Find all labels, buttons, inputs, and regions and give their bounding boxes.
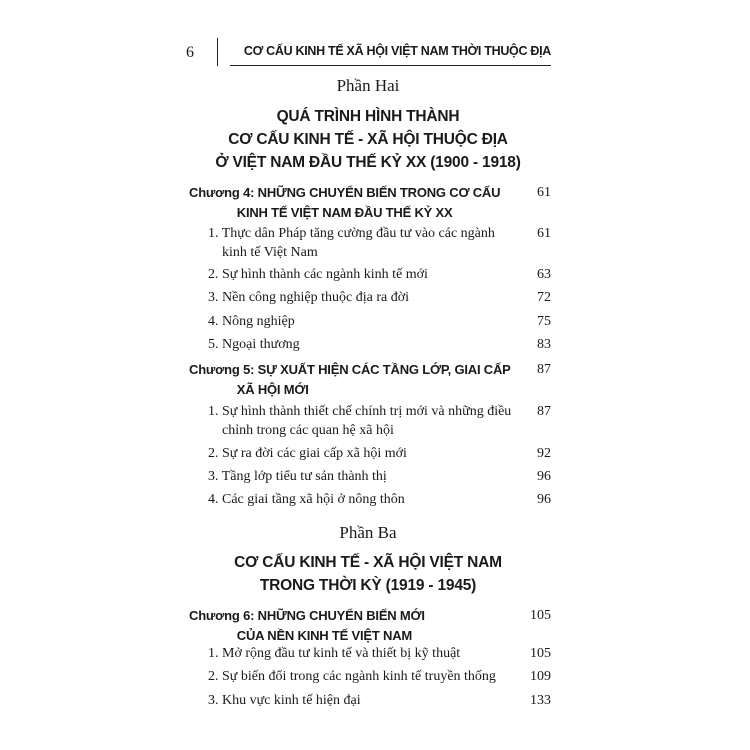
part-two-title-line: CƠ CẤU KINH TẾ - XÃ HỘI THUỘC ĐỊA [228,131,508,148]
section-title: 1. Mở rộng đầu tư kinh tế và thiết bị kỹ thuật [208,646,461,661]
section-title: 3. Khu vực kinh tế hiện đại [208,693,361,708]
page-ref: 61 [537,185,551,200]
section-title: 4. Nông nghiệp [208,314,295,329]
page-ref: 133 [530,693,551,708]
part-three-title [188,551,548,597]
page-ref: 87 [537,362,551,377]
header-underline [230,65,551,66]
part-three-title-line: TRONG THỜI KỲ (1919 - 1945) [259,577,477,594]
page-ref: 83 [537,337,551,352]
section-title: 1. Thực dân Pháp tăng cường đầu tư vào các ngành kinh tế Việt Nam [208,226,495,260]
page-ref: 72 [537,290,551,305]
section-title: 4. Các giai tầng xã hội ở nông thôn [208,492,405,507]
chapter-title: Chương 6: NHỮNG CHUYỂN BIẾN MỚI CỦA NỀN KINH TẾ VIỆT NAM [189,608,425,643]
page-ref: 63 [537,267,551,282]
part-two-title-line: QUÁ TRÌNH HÌNH THÀNH [276,108,460,125]
part-three-title-line: CƠ CẤU KINH TẾ - XÃ HỘI VIỆT NAM [234,554,502,571]
running-header [0,38,750,68]
page-ref: 96 [537,492,551,507]
running-title: CƠ CẤU KINH TẾ XÃ HỘI VIỆT NAM THỜI THUỘC ĐỊA [243,44,551,58]
page-ref: 109 [530,669,551,684]
part-two-title-line: Ở VIỆT NAM ĐẦU THẾ KỶ XX (1900 - 1918) [215,154,521,171]
chapter-title: Chương 4: NHỮNG CHUYỂN BIẾN TRONG CƠ CẤU KINH TẾ VIỆT NAM ĐẦU THẾ KỶ XX [189,185,501,220]
page-ref: 105 [530,608,551,623]
section-title: 2. Sự biến đổi trong các ngành kinh tế truyền thống [208,669,496,684]
section-title: 5. Ngoại thương [208,337,300,352]
page-number: 6 [186,44,194,61]
part-two-label: Phần Hai [336,76,400,95]
page-ref: 87 [537,404,551,419]
page-ref: 96 [537,469,551,484]
section-title: 2. Sự hình thành các ngành kinh tế mới [208,267,428,282]
page-ref: 75 [537,314,551,329]
section-title: 3. Nền công nghiệp thuộc địa ra đời [208,290,410,305]
header-divider [217,38,218,66]
part-three-label: Phần Ba [339,523,397,542]
page-ref: 105 [530,646,551,661]
part-two-title [188,105,548,174]
section-title: 1. Sự hình thành thiết chế chính trị mới và những điều chỉnh trong các quan hệ xã hội [208,404,512,438]
chapter-title: Chương 5: SỰ XUẤT HIỆN CÁC TẦNG LỚP, GIAI CẤP XÃ HỘI MỚI [189,362,511,397]
page-ref: 92 [537,446,551,461]
section-title: 3. Tầng lớp tiểu tư sản thành thị [208,469,387,484]
page-ref: 61 [537,226,551,241]
section-title: 2. Sự ra đời các giai cấp xã hội mới [208,446,407,461]
